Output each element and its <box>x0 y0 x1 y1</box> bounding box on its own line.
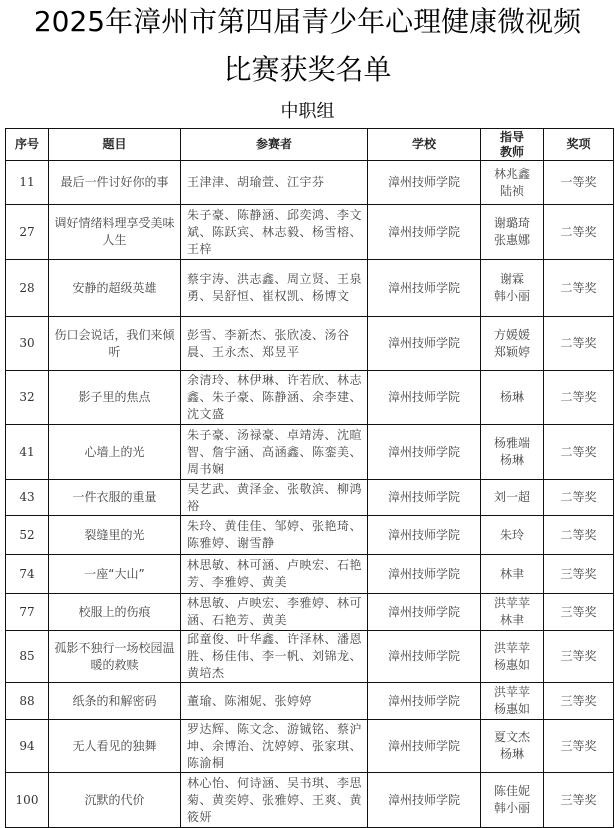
seq-cell: 88 <box>6 683 49 720</box>
topic-cell: 最后一件讨好你的事 <box>49 161 181 205</box>
teacher-name: 陈佳妮 <box>493 784 530 798</box>
participants-cell <box>181 161 368 205</box>
topic-cell: 伤口会说话，我们来倾听 <box>49 317 181 371</box>
participants-cell <box>181 631 368 683</box>
participants-text: 余清玲、林伊琳、许若欣、林志鑫、朱子豪、陈静涵、余李建、沈文盛 <box>187 373 363 421</box>
school-cell: 漳州技师学院 <box>368 371 481 425</box>
teacher-name: 林聿 <box>499 613 524 627</box>
table-row <box>6 480 614 516</box>
teacher-cell <box>481 516 544 555</box>
award-cell: 三等奖 <box>544 773 614 828</box>
seq-cell: 77 <box>6 594 49 631</box>
table-row <box>6 594 614 631</box>
teacher-name: 陆祯 <box>499 183 524 198</box>
topic-cell: 安静的超级英雄 <box>49 260 181 317</box>
participants-text: 蔡宇涛、洪志鑫、周立贤、王泉勇、吴舒恒、崔权凯、杨博文 <box>187 272 363 303</box>
teacher-cell <box>481 205 544 260</box>
participants-cell <box>181 317 368 371</box>
teacher-cell <box>481 371 544 425</box>
seq-cell: 27 <box>6 205 49 260</box>
topic-cell: 影子里的焦点 <box>49 371 181 425</box>
teacher-name: 郑颖婷 <box>493 344 530 359</box>
seq-cell: 30 <box>6 317 49 371</box>
teacher-name: 谢霖 <box>499 272 524 286</box>
teacher-name: 方媛媛 <box>493 327 530 342</box>
teacher-cell <box>481 480 544 516</box>
participants-cell <box>181 594 368 631</box>
award-cell: 二等奖 <box>544 516 614 555</box>
header-school: 学校 <box>368 129 481 161</box>
table-row <box>6 720 614 773</box>
teacher-name: 韩小丽 <box>493 801 530 815</box>
awards-table <box>5 128 614 828</box>
award-cell: 二等奖 <box>544 260 614 317</box>
school-cell: 漳州技师学院 <box>368 720 481 773</box>
seq-cell: 52 <box>6 516 49 555</box>
header-seq: 序号 <box>6 129 49 161</box>
school-cell: 漳州技师学院 <box>368 425 481 480</box>
award-cell: 三等奖 <box>544 594 614 631</box>
award-cell: 二等奖 <box>544 425 614 480</box>
award-cell: 二等奖 <box>544 371 614 425</box>
teacher-name: 杨琳 <box>499 747 524 761</box>
teacher-name: 林兆鑫 <box>493 166 530 181</box>
school-cell: 漳州技师学院 <box>368 594 481 631</box>
participants-cell <box>181 205 368 260</box>
teacher-cell <box>481 631 544 683</box>
topic-cell: 裂缝里的光 <box>49 516 181 555</box>
table-row <box>6 773 614 828</box>
topic-cell: 无人看见的独舞 <box>49 720 181 773</box>
participants-text: 林思敏、林可涵、卢映宏、石艳芳、李雅婷、黄美 <box>187 558 363 589</box>
topic-cell: 校服上的伤痕 <box>49 594 181 631</box>
seq-cell: 94 <box>6 720 49 773</box>
participants-cell <box>181 260 368 317</box>
teacher-name: 洪苹苹 <box>493 596 530 610</box>
document-title-line2: 比赛获奖名单 <box>223 53 392 86</box>
teacher-cell <box>481 317 544 371</box>
school-cell: 漳州技师学院 <box>368 631 481 683</box>
topic-cell: 调好情绪料理享受美味人生 <box>49 205 181 260</box>
seq-cell: 100 <box>6 773 49 828</box>
award-cell: 三等奖 <box>544 683 614 720</box>
table-row <box>6 683 614 720</box>
school-cell: 漳州技师学院 <box>368 205 481 260</box>
participants-text: 朱子豪、陈静涵、邱奕鸿、李文斌、陈跃宾、林志毅、杨雪榕、王梓 <box>187 207 363 256</box>
award-cell: 二等奖 <box>544 205 614 260</box>
topic-cell: 一件衣服的重量 <box>49 480 181 516</box>
participants-cell <box>181 371 368 425</box>
participants-text: 董瑜、陈湘妮、张婷婷 <box>187 693 313 708</box>
teacher-cell <box>481 773 544 828</box>
participants-text: 吴艺武、黄泽金、张敬滨、柳鸿裕 <box>187 481 363 513</box>
award-cell: 二等奖 <box>544 317 614 371</box>
school-cell: 漳州技师学院 <box>368 480 481 516</box>
teacher-cell <box>481 594 544 631</box>
participants-cell <box>181 555 368 594</box>
school-cell: 漳州技师学院 <box>368 260 481 317</box>
award-cell: 三等奖 <box>544 720 614 773</box>
teacher-name: 朱玲 <box>499 527 524 542</box>
teacher-name: 杨惠如 <box>493 702 530 716</box>
seq-cell: 32 <box>6 371 49 425</box>
header-award: 奖项 <box>544 129 614 161</box>
table-row <box>6 205 614 260</box>
table-header-row <box>6 129 614 161</box>
header-teacher: 指导 教师 <box>481 129 544 161</box>
award-cell: 三等奖 <box>544 555 614 594</box>
teacher-name: 杨雅端 <box>493 436 530 450</box>
teacher-name: 夏文杰 <box>493 730 530 744</box>
participants-cell <box>181 516 368 555</box>
participants-cell <box>181 683 368 720</box>
participants-text: 罗达辉、陈文念、游铖铭、蔡沪坤、余博治、沈婷婷、张家琪、陈渝桐 <box>187 721 363 770</box>
teacher-name: 洪苹苹 <box>493 640 530 655</box>
document-title-line1: 2025年漳州市第四届青少年心理健康微视频 <box>33 5 582 38</box>
participants-text: 林心怡、何诗涵、吴书琪、李思菊、黄奕婷、张雅婷、王爽、黄筱妍 <box>187 775 363 824</box>
seq-cell: 11 <box>6 161 49 205</box>
school-cell: 漳州技师学院 <box>368 683 481 720</box>
table-row <box>6 161 614 205</box>
participants-cell <box>181 773 368 828</box>
participants-cell <box>181 720 368 773</box>
school-cell: 漳州技师学院 <box>368 555 481 594</box>
participants-text: 王津津、胡瑜萱、江宇芬 <box>187 175 325 189</box>
group-heading: 中职组 <box>280 101 335 122</box>
topic-cell: 一座“大山” <box>49 555 181 594</box>
table-row <box>6 425 614 480</box>
participants-text: 朱玲、黄佳佳、邹婷、张艳琦、陈雅婷、谢雪静 <box>187 519 363 550</box>
teacher-name: 谢璐琦 <box>493 216 530 230</box>
teacher-name: 林聿 <box>499 566 524 581</box>
award-cell: 二等奖 <box>544 480 614 516</box>
seq-cell: 28 <box>6 260 49 317</box>
award-cell: 三等奖 <box>544 631 614 683</box>
seq-cell: 74 <box>6 555 49 594</box>
participants-text: 林思敏、卢映宏、李雅婷、林可涵、石艳芳、黄美 <box>187 596 363 627</box>
topic-cell: 纸条的和解密码 <box>49 683 181 720</box>
teacher-cell <box>481 161 544 205</box>
participants-text: 朱子豪、汤禄豪、卓靖涛、沈暄智、詹宇涵、高涵鑫、陈銮美、周书娴 <box>187 427 363 476</box>
school-cell: 漳州技师学院 <box>368 317 481 371</box>
table-row <box>6 555 614 594</box>
table-row <box>6 631 614 683</box>
topic-cell: 心墙上的光 <box>49 425 181 480</box>
header-topic: 题目 <box>49 129 181 161</box>
school-cell: 漳州技师学院 <box>368 516 481 555</box>
school-cell: 漳州技师学院 <box>368 773 481 828</box>
seq-cell: 85 <box>6 631 49 683</box>
teacher-name: 杨惠如 <box>493 657 530 672</box>
participants-cell <box>181 480 368 516</box>
header-participants: 参赛者 <box>181 129 368 161</box>
teacher-cell <box>481 720 544 773</box>
teacher-cell <box>481 555 544 594</box>
seq-cell: 43 <box>6 480 49 516</box>
participants-text: 彭雪、李新杰、张欣凌、汤谷晨、王永杰、郑昱平 <box>187 327 350 359</box>
school-cell: 漳州技师学院 <box>368 161 481 205</box>
participants-text: 邱童俊、叶华鑫、许泽林、潘恩胜、杨佳伟、李一帆、刘锦龙、黄培杰 <box>187 632 363 680</box>
teacher-name: 洪苹苹 <box>493 685 530 699</box>
teacher-name: 杨琳 <box>499 453 524 467</box>
topic-cell: 孤影不独行一场校园温暖的救赎 <box>49 631 181 683</box>
topic-cell: 沉默的代价 <box>49 773 181 828</box>
table-row <box>6 371 614 425</box>
participants-cell <box>181 425 368 480</box>
teacher-name: 张惠娜 <box>493 233 530 247</box>
teacher-cell <box>481 260 544 317</box>
teacher-cell <box>481 425 544 480</box>
teacher-name: 刘一超 <box>493 490 530 504</box>
teacher-name: 杨琳 <box>499 390 524 404</box>
table-row <box>6 260 614 317</box>
seq-cell: 41 <box>6 425 49 480</box>
teacher-name: 韩小丽 <box>493 289 530 303</box>
award-cell: 一等奖 <box>544 161 614 205</box>
table-row <box>6 317 614 371</box>
table-row <box>6 516 614 555</box>
teacher-cell <box>481 683 544 720</box>
